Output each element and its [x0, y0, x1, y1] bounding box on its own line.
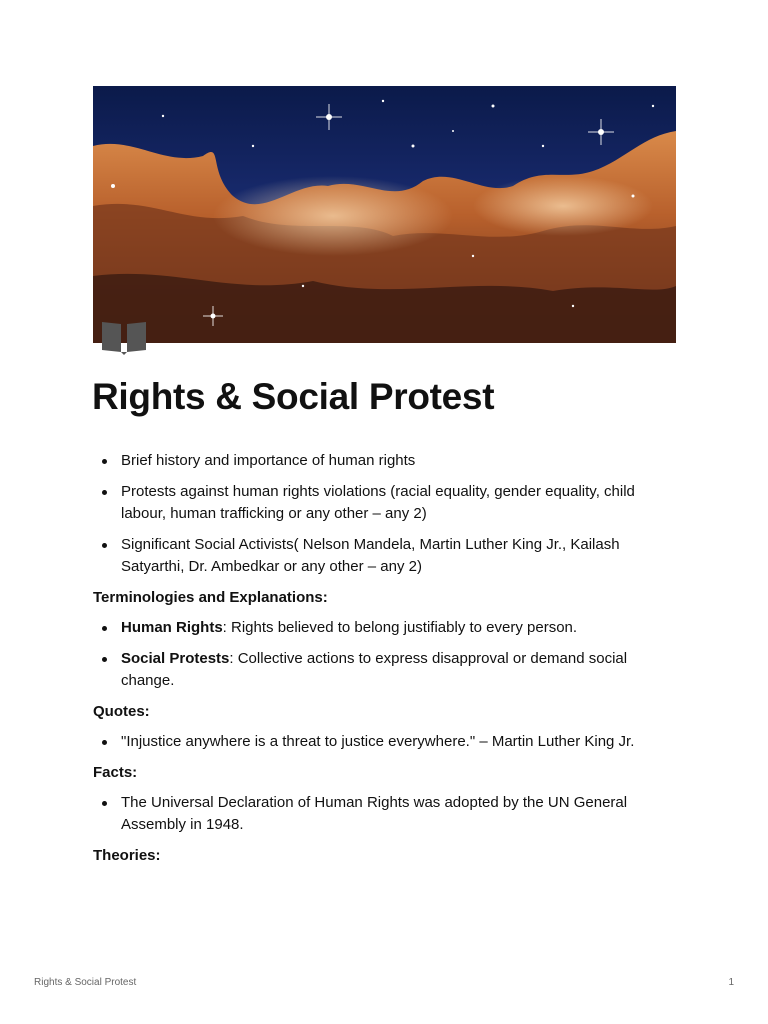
terminologies-list: [93, 617, 678, 692]
intro-list: [93, 450, 678, 578]
list-item: [93, 617, 678, 639]
facts-list: [93, 792, 678, 836]
list-item: Protests against human rights violations (racial equality, gender equality, child labour, human trafficking or any other – any 2): [93, 481, 678, 525]
term-definition: : Rights believed to belong justifiably to every person.: [222, 619, 578, 636]
open-book-icon: [100, 320, 148, 356]
term-label: Human Rights: [121, 619, 223, 636]
theories-heading: Theories:: [93, 847, 161, 864]
document-body: [93, 450, 678, 875]
list-item: "Injustice anywhere is a threat to justice everywhere." – Martin Luther King Jr.: [93, 731, 678, 753]
quotes-heading: Quotes:: [93, 703, 150, 720]
quotes-list: [93, 731, 678, 753]
list-item: The Universal Declaration of Human Rights was adopted by the UN General Assembly in 1948.: [93, 792, 678, 836]
list-item: [93, 648, 678, 692]
page-title: Rights & Social Protest: [92, 376, 495, 417]
facts-heading: Facts:: [93, 764, 138, 781]
term-definition: : Collective actions to express disapproval or demand social change.: [121, 650, 628, 689]
footer-doc-title: Rights & Social Protest: [34, 977, 137, 988]
footer-page-number: 1: [728, 977, 734, 988]
cover-image: [93, 86, 676, 343]
terminologies-heading: Terminologies and Explanations:: [93, 589, 328, 606]
list-item: Brief history and importance of human rights: [93, 450, 678, 472]
list-item: Significant Social Activists( Nelson Mandela, Martin Luther King Jr., Kailash Satyarthi, Dr. Ambedkar or any other – any 2): [93, 534, 678, 578]
term-label: Social Protests: [121, 650, 230, 667]
